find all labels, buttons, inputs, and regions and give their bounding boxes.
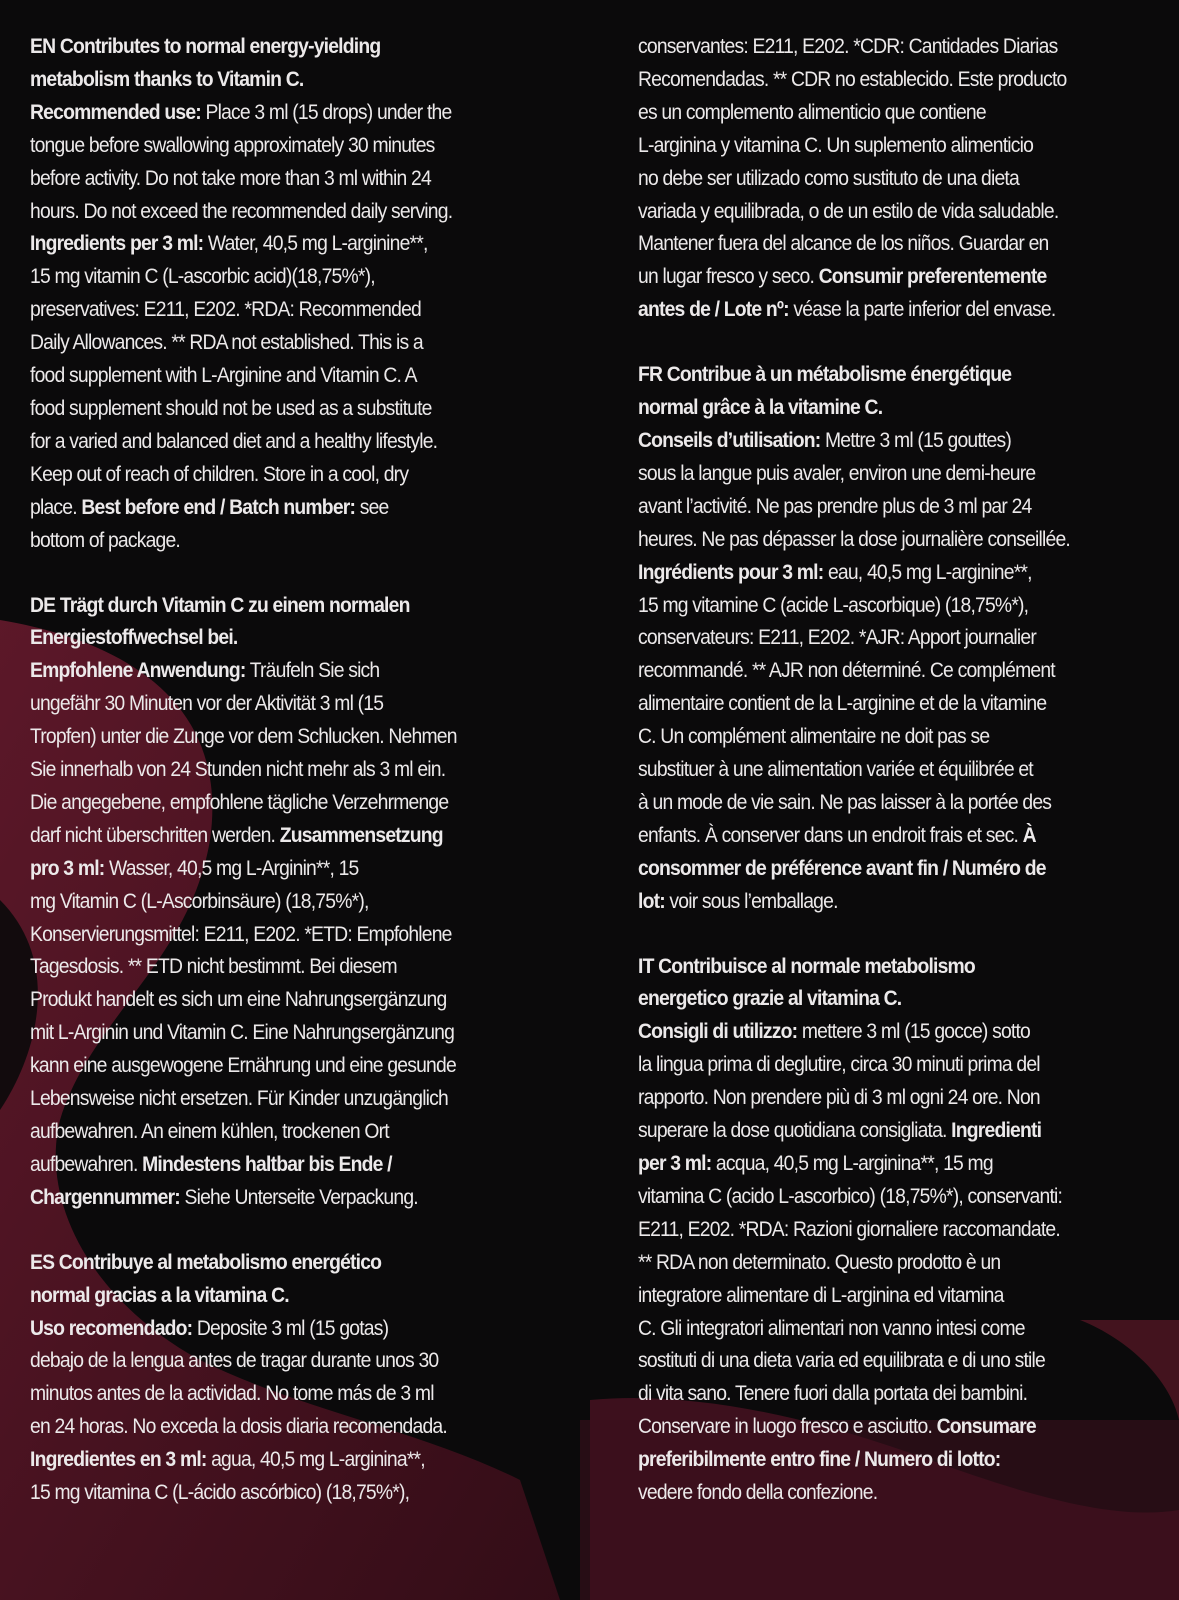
body-text: Tropfen) unter die Zunge vor dem Schlucken. Nehmen — [30, 724, 457, 749]
text-line — [30, 1410, 552, 1443]
bold-label: pro 3 ml: — [30, 855, 105, 880]
body-text: eau, 40,5 mg L-arginine**, — [823, 559, 1032, 584]
body-text: conservantes: E211, E202. *CDR: Cantidades Diarias — [638, 34, 1058, 58]
body-text: en 24 horas. No exceda la dosis diaria recomendada. — [30, 1414, 447, 1439]
body-text: minutos antes de la actividad. No tome más de 3 ml — [30, 1381, 434, 1406]
bold-label: Uso recomendado: — [30, 1315, 193, 1340]
text-line — [30, 852, 552, 885]
text-line — [638, 1048, 1176, 1081]
body-text: alimentaire contient de la L-arginine et de la vitamine — [638, 691, 1047, 716]
bold-label: Chargennummer: — [30, 1184, 180, 1209]
text-line — [30, 260, 552, 293]
text-line — [30, 1181, 552, 1214]
body-text: Water, 40,5 mg L-arginine**, — [203, 231, 428, 256]
body-text: Konservierungsmittel: E211, E202. *ETD: Empfohlene — [30, 921, 452, 946]
body-text: recommandé. ** AJR non déterminé. Ce complément — [638, 658, 1055, 683]
body-text: bottom of package. — [30, 527, 181, 552]
text-line — [638, 96, 1176, 129]
bold-label: Empfohlene Anwendung: — [30, 658, 246, 683]
bold-label: lot: — [638, 888, 665, 913]
text-line — [638, 852, 1176, 885]
text-line — [30, 589, 552, 622]
body-text: preservatives: E211, E202. *RDA: Recommended — [30, 297, 421, 322]
text-line — [638, 1213, 1176, 1246]
bold-label: Consigli di utilizzo: — [638, 1019, 798, 1044]
body-text: heures. Ne pas dépasser la dose journalière conseillée. — [638, 526, 1070, 551]
body-text: véase la parte inferior del envase. — [788, 297, 1056, 322]
bold-label: EN Contributes to normal energy-yielding — [30, 34, 381, 58]
text-line — [638, 885, 1176, 918]
text-line — [638, 1180, 1176, 1213]
body-text: E211, E202. *RDA: Razioni giornaliere raccomandate. — [638, 1216, 1060, 1241]
bold-label: FR Contribue à un métabolisme énergétique — [638, 362, 1012, 387]
body-text: ungefähr 30 Minuten vor der Aktivität 3 ml (15 — [30, 691, 384, 716]
bold-label: Energiestoffwechsel bei. — [30, 625, 238, 650]
body-text: substituer à une alimentation variée et équilibrée et — [638, 757, 1033, 782]
body-text: L-arginina y vitamina C. Un suplemento alimenticio — [638, 132, 1034, 157]
body-text: mit L-Arginin und Vitamin C. Eine Nahrungsergänzung — [30, 1020, 455, 1045]
body-text: Lebensweise nicht ersetzen. Für Kinder unzugänglich — [30, 1086, 448, 1111]
body-text: Siehe Unterseite Verpackung. — [179, 1184, 418, 1209]
text-line — [30, 1312, 552, 1345]
text-line — [30, 359, 552, 392]
text-line — [30, 753, 552, 786]
bold-label: Best before end / Batch number: — [81, 494, 356, 519]
text-line — [30, 687, 552, 720]
text-line — [638, 1410, 1176, 1443]
body-text: avant l’activité. Ne pas prendre plus de 3 ml par 24 — [638, 493, 1032, 518]
text-line — [30, 1082, 552, 1115]
body-text: Deposite 3 ml (15 gotas) — [192, 1315, 389, 1340]
text-line — [638, 162, 1176, 195]
text-line — [30, 1148, 552, 1181]
text-line — [30, 293, 552, 326]
text-line — [30, 162, 552, 195]
body-text: sous la langue puis avaler, environ une demi-heure — [638, 460, 1036, 485]
text-line — [30, 1279, 552, 1312]
text-line — [30, 1246, 552, 1279]
body-text: place. — [30, 494, 82, 519]
body-text: vitamina C (acido L-ascorbico) (18,75%*), conservanti: — [638, 1183, 1063, 1208]
body-text: acqua, 40,5 mg L-arginina**, 15 mg — [711, 1151, 993, 1175]
body-text: C. Un complément alimentaire ne doit pas se — [638, 724, 990, 749]
bold-label: Zusammensetzung — [279, 822, 443, 847]
body-text: C. Gli integratori alimentari non vanno intesi come — [638, 1315, 1025, 1340]
text-line — [638, 195, 1176, 228]
section-es-cont — [638, 30, 1176, 326]
body-text: un lugar fresco y seco. — [638, 264, 819, 289]
text-line — [638, 1443, 1176, 1476]
bold-label: metabolism thanks to Vitamin C. — [30, 66, 304, 91]
text-line — [30, 1016, 552, 1049]
bold-label: preferibilmente entro fine / Numero di lotto: — [638, 1447, 1001, 1472]
body-text: before activity. Do not take more than 3 ml within 24 — [30, 165, 431, 190]
text-line — [638, 1081, 1176, 1114]
text-line — [638, 589, 1176, 622]
body-text: Recomendadas. ** CDR no establecido. Este producto — [638, 66, 1067, 91]
body-text: 15 mg vitamina C (L-ácido ascórbico) (18,75%*), — [30, 1480, 410, 1505]
text-line — [638, 720, 1176, 753]
text-line — [638, 556, 1176, 589]
body-text: es un complemento alimenticio que contiene — [638, 99, 986, 124]
text-line — [638, 1377, 1176, 1410]
text-line — [30, 524, 552, 557]
text-line — [638, 30, 1176, 63]
body-text: debajo de la lengua antes de tragar durante unos 30 — [30, 1348, 439, 1373]
text-line — [638, 490, 1176, 523]
text-line — [30, 720, 552, 753]
text-line — [638, 1246, 1176, 1279]
text-line — [30, 129, 552, 162]
body-text: Produkt handelt es sich um eine Nahrungsergänzung — [30, 987, 447, 1012]
body-text: Sie innerhalb von 24 Stunden nicht mehr als 3 ml ein. — [30, 757, 446, 782]
body-text: integratore alimentare di L-arginina ed vitamina — [638, 1282, 1004, 1307]
text-line — [30, 1443, 552, 1476]
bold-label: antes de / Lote nº: — [638, 297, 789, 322]
text-line — [30, 1377, 552, 1410]
body-text: kann eine ausgewogene Ernährung und eine gesunde — [30, 1053, 456, 1078]
body-text: hours. Do not exceed the recommended daily serving. — [30, 198, 453, 223]
body-text: darf nicht überschritten werden. — [30, 822, 280, 847]
text-line — [638, 424, 1176, 457]
body-text: conservateurs: E211, E202. *AJR: Apport journalier — [638, 625, 1036, 650]
text-line — [30, 63, 552, 96]
text-line — [30, 392, 552, 425]
body-text: ** RDA non determinato. Questo prodotto è un — [638, 1249, 1001, 1274]
text-line — [638, 523, 1176, 556]
text-line — [638, 687, 1176, 720]
left-column — [30, 30, 552, 1541]
bold-label: DE Trägt durch Vitamin C zu einem normalen — [30, 592, 410, 617]
text-line — [30, 227, 552, 260]
section-fr — [638, 358, 1176, 917]
text-line — [30, 1115, 552, 1148]
body-text: for a varied and balanced diet and a healthy lifestyle. — [30, 428, 438, 453]
body-text: aufbewahren. — [30, 1151, 143, 1176]
text-line — [30, 458, 552, 491]
text-line — [638, 1114, 1176, 1147]
text-line — [30, 983, 552, 1016]
text-line — [638, 260, 1176, 293]
text-line — [638, 1312, 1176, 1345]
body-text: Keep out of reach of children. Store in a cool, dry — [30, 461, 409, 486]
text-line — [638, 1147, 1176, 1180]
text-line — [30, 621, 552, 654]
body-text: 15 mg vitamin C (L-ascorbic acid)(18,75%*), — [30, 264, 375, 289]
body-text: vedere fondo della confezione. — [638, 1480, 878, 1505]
text-line — [638, 358, 1176, 391]
body-text: enfants. À conserver dans un endroit frais et sec. — [638, 822, 1023, 847]
body-text: food supplement should not be used as a substitute — [30, 395, 432, 420]
body-text: Wasser, 40,5 mg L-Arginin**, 15 — [104, 855, 359, 880]
body-text: superare la dose quotidiana consigliata. — [638, 1118, 952, 1143]
section-de — [30, 589, 552, 1214]
text-line — [638, 819, 1176, 852]
text-line — [30, 1344, 552, 1377]
bold-label: Conseils d’utilisation: — [638, 427, 821, 452]
text-line — [638, 950, 1176, 983]
bold-label: À — [1022, 822, 1036, 847]
text-line — [30, 326, 552, 359]
bold-label: Consumir preferentemente — [818, 264, 1047, 289]
body-text: Mettre 3 ml (15 gouttes) — [820, 427, 1011, 452]
body-text: Conservare in luogo fresco e asciutto. — [638, 1414, 937, 1439]
text-line — [30, 195, 552, 228]
body-text: Daily Allowances. ** RDA not established. This is a — [30, 330, 423, 355]
body-text: see — [355, 494, 389, 519]
bold-label: normal gracias a la vitamina C. — [30, 1282, 289, 1307]
body-text: aufbewahren. An einem kühlen, trockenen Ort — [30, 1119, 389, 1143]
bold-label: Ingredientes en 3 ml: — [30, 1447, 207, 1472]
body-text: food supplement with L-Arginine and Vitamin C. A — [30, 363, 417, 388]
bold-label: consommer de préférence avant fin / Numéro de — [638, 855, 1046, 880]
text-line — [638, 1015, 1176, 1048]
bold-label: Recommended use: — [30, 99, 201, 124]
text-line — [638, 786, 1176, 819]
body-text: rapporto. Non prendere più di 3 ml ogni 24 ore. Non — [638, 1085, 1040, 1110]
body-text: mg Vitamin C (L-Ascorbinsäure) (18,75%*), — [30, 888, 369, 913]
body-text: à un mode de vie sain. Ne pas laisser à la portée des — [638, 789, 1052, 814]
text-line — [30, 30, 552, 63]
section-es — [30, 1246, 552, 1509]
body-text: Träufeln Sie sich — [245, 658, 380, 683]
bold-label: Ingrédients pour 3 ml: — [638, 559, 824, 584]
body-text: Mantener fuera del alcance de los niños. Guardar en — [638, 231, 1049, 256]
body-text: Tagesdosis. ** ETD nicht bestimmt. Bei diesem — [30, 954, 397, 979]
bold-label: energetico grazie al vitamina C. — [638, 986, 902, 1011]
text-line — [638, 1279, 1176, 1312]
text-line — [638, 293, 1176, 326]
text-line — [30, 819, 552, 852]
bold-label: Ingredienti — [951, 1118, 1042, 1143]
text-line — [30, 491, 552, 524]
text-line — [638, 129, 1176, 162]
bold-label: Consumare — [936, 1414, 1036, 1439]
body-text: variada y equilibrada, o de un estilo de vida saludable. — [638, 198, 1059, 223]
text-line — [638, 654, 1176, 687]
text-line — [638, 391, 1176, 424]
body-text: Place 3 ml (15 drops) under the — [200, 99, 452, 124]
text-line — [30, 1476, 552, 1509]
body-text: agua, 40,5 mg L-arginina**, — [206, 1447, 425, 1472]
text-line — [30, 786, 552, 819]
body-text: 15 mg vitamine C (acide L-ascorbique) (18,75%*), — [638, 592, 1029, 617]
bold-label: per 3 ml: — [638, 1151, 712, 1175]
text-line — [638, 1476, 1176, 1509]
text-line — [638, 1344, 1176, 1377]
text-line — [30, 950, 552, 983]
text-line — [638, 63, 1176, 96]
text-line — [638, 982, 1176, 1015]
text-line — [638, 227, 1176, 260]
body-text: Die angegebene, empfohlene tägliche Verzehrmenge — [30, 789, 449, 814]
body-text: la lingua prima di deglutire, circa 30 minuti prima del — [638, 1052, 1040, 1077]
body-text: voir sous l’emballage. — [664, 888, 838, 913]
right-column — [638, 30, 1176, 1541]
section-it — [638, 950, 1176, 1509]
body-text: mettere 3 ml (15 gocce) sotto — [797, 1019, 1031, 1044]
body-text: no debe ser utilizado como sustituto de una dieta — [638, 165, 1019, 190]
section-en — [30, 30, 552, 557]
body-text: sostituti di una dieta varia ed equilibrata e di uno stile — [638, 1348, 1045, 1373]
text-line — [30, 96, 552, 129]
bold-label: Mindestens haltbar bis Ende / — [142, 1151, 392, 1176]
body-text: tongue before swallowing approximately 30 minutes — [30, 132, 435, 157]
text-line — [30, 1049, 552, 1082]
text-line — [638, 621, 1176, 654]
text-line — [638, 457, 1176, 490]
text-line — [30, 654, 552, 687]
text-line — [30, 425, 552, 458]
body-text: di vita sano. Tenere fuori dalla portata dei bambini. — [638, 1381, 1028, 1406]
bold-label: ES Contribuye al metabolismo energético — [30, 1249, 382, 1274]
text-line — [638, 753, 1176, 786]
bold-label: IT Contribuisce al normale metabolismo — [638, 953, 975, 978]
text-line — [30, 918, 552, 951]
bold-label: normal grâce à la vitamine C. — [638, 395, 883, 420]
bold-label: Ingredients per 3 ml: — [30, 231, 204, 256]
text-line — [30, 885, 552, 918]
